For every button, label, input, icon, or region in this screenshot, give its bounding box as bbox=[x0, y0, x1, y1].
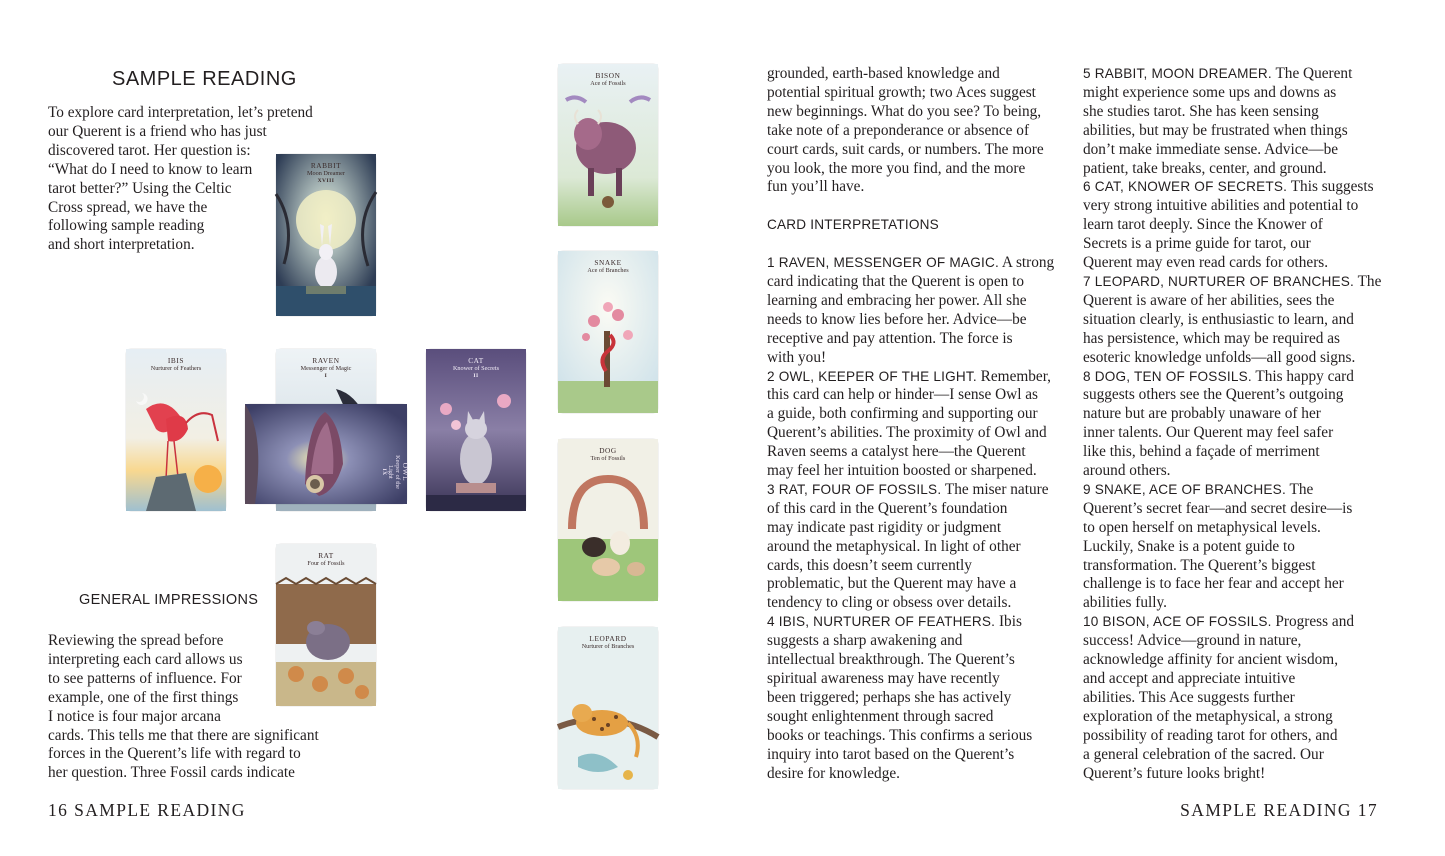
text-line: cards. This tells me that there are significant bbox=[48, 726, 319, 744]
text-line: intellectual breakthrough. The Querent’s bbox=[767, 651, 1015, 669]
text-line: of this card in the Querent’s foundation bbox=[767, 499, 1008, 517]
text-line: abilities, but may be frustrated when things bbox=[1083, 121, 1348, 139]
card-bison bbox=[558, 64, 658, 226]
card-raven-name: RAVEN bbox=[312, 356, 340, 365]
text-line: around the metaphysical. In light of other bbox=[767, 537, 1021, 555]
entry-text: The bbox=[1354, 272, 1382, 290]
text-line: cards, this doesn’t seem currently bbox=[767, 556, 972, 574]
card-rat-subtitle: Four of Fossils bbox=[307, 560, 345, 567]
card-leopard-name: LEOPARD bbox=[589, 634, 627, 643]
right-column-2 bbox=[1083, 65, 1381, 783]
text-line: to see patterns of influence. For bbox=[48, 669, 242, 687]
text-line: might experience some ups and downs as bbox=[1083, 83, 1337, 101]
card-raven-numeral: I bbox=[324, 373, 328, 379]
entry-label: 9 SNAKE, ACE OF BRANCHES. bbox=[1083, 481, 1286, 497]
text-line: situation clearly, is enthusiastic to learn, and bbox=[1083, 310, 1354, 328]
text-line: and short interpretation. bbox=[48, 236, 195, 254]
text-line: grounded, earth-based knowledge and bbox=[767, 65, 1000, 82]
card-bison-name: BISON bbox=[595, 71, 621, 80]
text-line: forces in the Querent’s life with regard to bbox=[48, 745, 301, 763]
card-cat-name: CAT bbox=[468, 356, 484, 365]
folio-left: 16 SAMPLE READING bbox=[48, 800, 246, 820]
card-interpretations-heading: CARD INTERPRETATIONS bbox=[767, 217, 939, 233]
card-owl-subtitle: Keeper of the Light bbox=[387, 455, 401, 489]
text-line: Reviewing the spread before bbox=[48, 632, 224, 649]
text-line: success! Advice—ground in nature, bbox=[1083, 632, 1302, 650]
text-line: very strong intuitive abilities and potential to bbox=[1083, 197, 1359, 215]
text-line: I notice is four major arcana bbox=[48, 707, 221, 725]
text-line: may feel her intuition boosted or sharpened. bbox=[767, 462, 1037, 480]
page-title: SAMPLE READING bbox=[112, 68, 297, 90]
entry-text: Progress and bbox=[1271, 613, 1355, 631]
text-line: suggests a sharp awakening and bbox=[767, 632, 963, 650]
text-line: Querent’s abilities. The proximity of Owl and bbox=[767, 424, 1047, 442]
card-bison-subtitle: Ace of Fossils bbox=[590, 80, 626, 87]
text-line: fun you’ll have. bbox=[767, 178, 865, 196]
text-line: books or teachings. This confirms a serious bbox=[767, 726, 1033, 744]
entry-label: 4 IBIS, NURTURER OF FEATHERS. bbox=[767, 614, 996, 630]
text-line: card indicating that the Querent is open to bbox=[767, 272, 1024, 290]
entry-label: 1 RAVEN, MESSENGER OF MAGIC. bbox=[767, 255, 999, 271]
text-line: receptive and pay attention. The force is bbox=[767, 329, 1013, 347]
card-ibis-name: IBIS bbox=[167, 356, 185, 365]
text-line: around others. bbox=[1083, 462, 1171, 480]
text-line: example, one of the first things bbox=[48, 688, 239, 706]
card-cat bbox=[426, 349, 526, 511]
text-line: possibility of reading tarot for others, and bbox=[1083, 726, 1338, 744]
text-line: Querent may even read cards for others. bbox=[1083, 254, 1329, 272]
text-line: take note of a preponderance or absence of bbox=[767, 121, 1030, 139]
entry-first-line bbox=[1083, 65, 1381, 84]
text-line: has persistence, which may be required as bbox=[1083, 329, 1340, 347]
entry-text: Ibis bbox=[995, 613, 1022, 631]
entry-first-line bbox=[1083, 273, 1381, 292]
text-line: problematic, but the Querent may have a bbox=[767, 575, 1017, 593]
entry-first-line bbox=[1083, 613, 1381, 632]
card-rabbit-subtitle: Moon Dreamer bbox=[307, 170, 345, 177]
text-line: inquiry into tarot based on the Querent’s bbox=[767, 745, 1015, 763]
card-owl-numeral: IX bbox=[381, 468, 387, 476]
card-dog-name: DOG bbox=[599, 446, 617, 455]
text-line: new beginnings. What do you see? To being, bbox=[767, 102, 1042, 120]
entry-label: 7 LEOPARD, NURTURER OF BRANCHES. bbox=[1083, 273, 1355, 289]
text-line: Raven seems a catalyst here—the Querent bbox=[767, 443, 1026, 461]
card-leopard bbox=[558, 627, 658, 789]
text-line: interpreting each card allows us bbox=[48, 650, 243, 668]
text-line: Luckily, Snake is a potent guide to bbox=[1083, 537, 1295, 555]
card-ibis-subtitle: Nurturer of Feathers bbox=[150, 365, 202, 372]
text-line: a guide, both confirming and supporting our bbox=[767, 405, 1038, 423]
card-ibis bbox=[126, 349, 226, 511]
text-line: transformation. The Querent’s biggest bbox=[1083, 556, 1316, 574]
card-owl-caption bbox=[366, 455, 410, 489]
text-line: suggests others see the Querent’s outgoing bbox=[1083, 386, 1344, 404]
text-line: spiritual awareness may have recently bbox=[767, 670, 1000, 687]
text-line: challenge is to face her fear and accept her bbox=[1083, 575, 1344, 593]
card-cat-subtitle: Knower of Secrets bbox=[452, 365, 500, 372]
general-impressions-heading: GENERAL IMPRESSIONS bbox=[79, 592, 259, 608]
text-line: don’t make immediate sense. Advice—be bbox=[1083, 140, 1339, 158]
entry-text: The Querent bbox=[1271, 65, 1353, 82]
card-cat-numeral: II bbox=[473, 373, 479, 379]
text-line: Secrets is a prime guide for tarot, our bbox=[1083, 235, 1311, 253]
text-line: potential spiritual growth; two Aces suggest bbox=[767, 83, 1036, 101]
card-rat bbox=[276, 544, 376, 706]
text-line: To explore card interpretation, let’s pretend bbox=[48, 104, 313, 121]
entry-text: This happy card bbox=[1251, 367, 1354, 385]
text-line: she studies tarot. She has keen sensing bbox=[1083, 102, 1319, 120]
right-column-1 bbox=[767, 65, 1054, 783]
card-snake-name: SNAKE bbox=[594, 258, 622, 267]
text-line: needs to know lies before her. Advice—be bbox=[767, 310, 1027, 328]
text-line: Querent’s future looks bright! bbox=[1083, 764, 1266, 782]
card-dog-subtitle: Ten of Fossils bbox=[590, 455, 626, 462]
card-snake bbox=[558, 251, 658, 413]
text-line: tendency to cling or obsess over details. bbox=[767, 594, 1012, 612]
text-line: to open herself on metaphysical levels. bbox=[1083, 518, 1321, 536]
entry-label: 10 BISON, ACE OF FOSSILS. bbox=[1083, 614, 1272, 630]
text-line: may indicate past rigidity or judgment bbox=[767, 518, 1002, 536]
card-rabbit-name: RABBIT bbox=[310, 161, 342, 170]
folio-right: SAMPLE READING 17 bbox=[1180, 800, 1378, 820]
text-line: “What do I need to know to learn bbox=[48, 160, 253, 178]
text-line: like this, behind a façade of merriment bbox=[1083, 443, 1320, 461]
text-line: Querent is aware of her abilities, sees the bbox=[1083, 291, 1335, 309]
text-line: discovered tarot. Her question is: bbox=[48, 141, 251, 159]
text-line: court cards, suit cards, or numbers. The more bbox=[767, 140, 1044, 158]
entry-label: 8 DOG, TEN OF FOSSILS. bbox=[1083, 368, 1252, 384]
text-line: learning and embracing her power. All she bbox=[767, 291, 1027, 309]
card-snake-subtitle: Ace of Branches bbox=[587, 267, 629, 274]
card-owl bbox=[245, 404, 410, 504]
entry-text: A strong bbox=[998, 254, 1055, 272]
text-line: you look, the more you find, and the more bbox=[767, 159, 1026, 177]
text-line: inner talents. Our Querent may feel safer bbox=[1083, 424, 1334, 442]
text-line: our Querent is a friend who has just bbox=[48, 122, 267, 140]
text-line: with you! bbox=[767, 348, 827, 366]
text-line: desire for knowledge. bbox=[767, 764, 900, 782]
text-line: this card can help or hinder—I sense Owl as bbox=[767, 386, 1039, 404]
text-line: abilities. This Ace suggests further bbox=[1083, 688, 1295, 706]
entry-text: Remember, bbox=[976, 367, 1052, 385]
entry-first-line bbox=[767, 481, 1054, 500]
card-rabbit bbox=[276, 154, 376, 316]
entry-first-line bbox=[1083, 178, 1381, 197]
card-dog bbox=[558, 439, 658, 601]
entry-first-line bbox=[767, 254, 1054, 273]
card-owl-name: OWL bbox=[401, 462, 410, 482]
entry-text: The miser nature bbox=[941, 480, 1049, 498]
entry-text: This suggests bbox=[1287, 178, 1374, 196]
text-line: a general celebration of the sacred. Our bbox=[1083, 745, 1324, 763]
text-line: exploration of the metaphysical, a strong bbox=[1083, 707, 1333, 725]
entry-label: 3 RAT, FOUR OF FOSSILS. bbox=[767, 481, 942, 497]
text-line: Querent’s secret fear—and secret desire—is bbox=[1083, 499, 1353, 517]
entry-first-line bbox=[1083, 368, 1381, 387]
text-line: tarot better?” Using the Celtic bbox=[48, 179, 232, 197]
entry-label: 6 CAT, KNOWER OF SECRETS. bbox=[1083, 179, 1288, 195]
text-line: acknowledge affinity for ancient wisdom, bbox=[1083, 651, 1339, 669]
entry-first-line bbox=[1083, 481, 1381, 500]
card-leopard-subtitle: Nurturer of Branches bbox=[581, 643, 635, 650]
text-line: sought enlightenment through sacred bbox=[767, 707, 994, 725]
card-rabbit-numeral: XVIII bbox=[317, 178, 335, 184]
card-raven-subtitle: Messenger of Magic bbox=[300, 365, 352, 372]
text-line: and accept and appreciate intuitive bbox=[1083, 670, 1296, 687]
text-line: been triggered; perhaps she has actively bbox=[767, 688, 1012, 706]
text-line: learn tarot deeply. Since the Knower of bbox=[1083, 216, 1323, 234]
entry-text: The bbox=[1285, 480, 1314, 498]
text-line: Cross spread, we have the bbox=[48, 198, 208, 216]
entry-first-line bbox=[767, 613, 1054, 632]
entry-first-line bbox=[767, 368, 1054, 387]
card-rat-name: RAT bbox=[318, 551, 334, 560]
text-line: following sample reading bbox=[48, 217, 205, 235]
text-line: her question. Three Fossil cards indicate bbox=[48, 764, 295, 782]
intro-paragraph bbox=[48, 104, 313, 255]
text-line: esoteric knowledge unfolds—all good signs. bbox=[1083, 348, 1356, 366]
entry-label: 5 RABBIT, MOON DREAMER. bbox=[1083, 66, 1272, 81]
entry-label: 2 OWL, KEEPER OF THE LIGHT. bbox=[767, 368, 977, 384]
text-line: patient, take breaks, center, and ground. bbox=[1083, 159, 1327, 177]
text-line: nature but are probably unaware of her bbox=[1083, 405, 1321, 423]
text-line: abilities fully. bbox=[1083, 594, 1167, 612]
